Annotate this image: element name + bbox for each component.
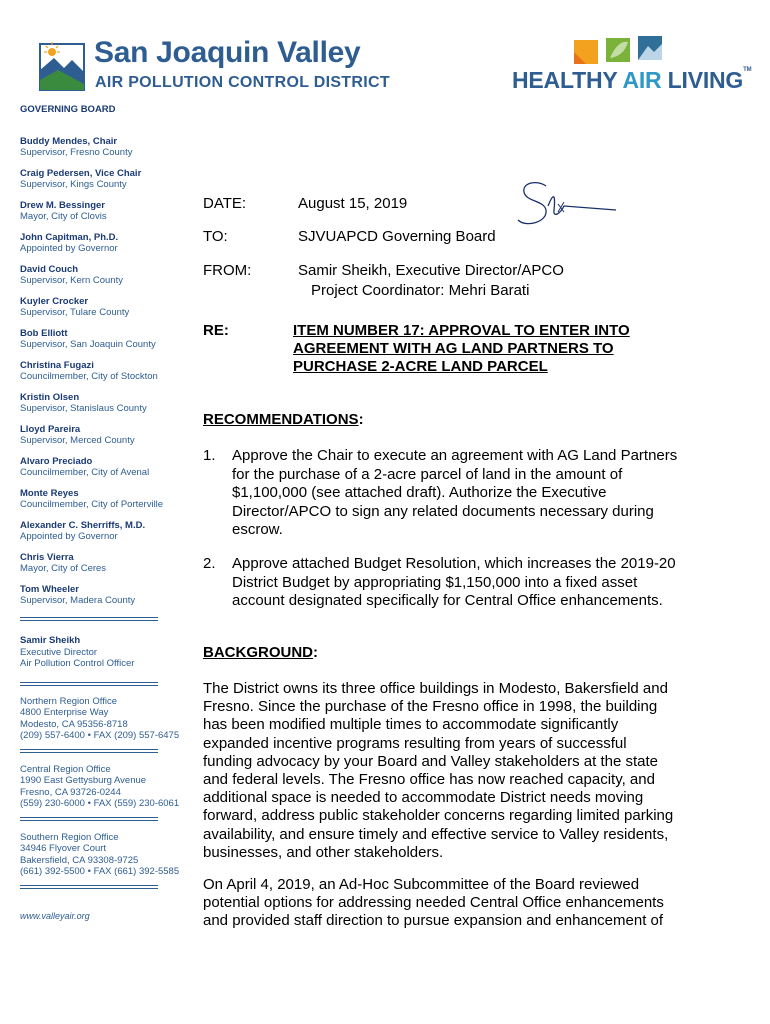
recommendation-item: 1. Approve the Chair to execute an agreement with AG Land Partners for the purchase of a 2-acre parcel of land in the amount of $1,100,000 (see attached draft). Authorize the Executive Director/APCO to sign any related documents necessary during escrow. xyxy=(203,447,678,538)
sidebar xyxy=(20,104,195,921)
to-label: TO: xyxy=(203,228,228,245)
campaign-name: HEALTHY AIR LIVING™ xyxy=(512,67,752,93)
board-member: Monte Reyes Councilmember, City of Porterville xyxy=(20,488,164,510)
re-subject: ITEM NUMBER 17: APPROVAL TO ENTER INTO AGREEMENT WITH AG LAND PARTNERS TO PURCHASE 2-ACRE LAND PARCEL xyxy=(293,322,630,375)
divider xyxy=(20,885,158,889)
board-member: Alexander C. Sherriffs, M.D. Appointed by Governor xyxy=(20,520,146,542)
background-paragraph: The District owns its three office buildings in Modesto, Bakersfield and Fresno. Since the purchase of the Fresno office in 1998, the building has been modified multiple times to accommodate significantly expanded incentive programs resulting from years of successful funding advocacy by your Board and Valley stakeholders at the state and federal levels. The Fresno office has now reached capacity, and additional space is needed to accommodate District needs moving forward, address public stakeholder concerns regarding limited parking availability, and ensure timely and effective service to Valley residents, businesses, and other stakeholders. xyxy=(203,680,674,861)
board-member: Kristin Olsen Supervisor, Stanislaus County xyxy=(20,392,147,414)
board-member: Tom Wheeler Supervisor, Madera County xyxy=(20,584,136,606)
board-member: Alvaro Preciado Councilmember, City of Avenal xyxy=(20,456,150,478)
board-member: Kuyler Crocker Supervisor, Tulare County xyxy=(20,296,130,318)
southern-office: Southern Region Office 34946 Flyover Court Bakersfield, CA 93308-9725 (661) 392-5500 • FAX (661) 392-5585 xyxy=(20,831,180,877)
website-link[interactable]: www.valleyair.org xyxy=(20,910,90,921)
divider xyxy=(20,817,158,821)
campaign-icons xyxy=(574,36,666,66)
mountain-icon xyxy=(638,36,662,60)
background-heading: BACKGROUND: xyxy=(203,644,318,661)
to-value: SJVUAPCD Governing Board xyxy=(298,228,496,245)
central-office: Central Region Office 1990 East Gettysburg Avenue Fresno, CA 93726-0244 (559) 230-6000 • FAX (559) 230-6061 xyxy=(20,763,180,809)
board-member: John Capitman, Ph.D. Appointed by Governor xyxy=(20,232,119,254)
divider xyxy=(20,682,158,686)
background-paragraph: On April 4, 2019, an Ad-Hoc Subcommittee of the Board reviewed potential options for addressing needed Central Office enhancements and provided staff direction to pursue expansion and enhancement of xyxy=(203,876,664,930)
district-name: San Joaquin Valley xyxy=(94,36,361,69)
divider xyxy=(20,617,158,621)
board-member: Chris Vierra Mayor, City of Ceres xyxy=(20,552,107,574)
northern-office: Northern Region Office 4800 Enterprise Way Modesto, CA 95356-8718 (209) 557-6400 • FAX (209) 557-6475 xyxy=(20,695,180,741)
from-value-coordinator: Project Coordinator: Mehri Barati xyxy=(311,282,530,299)
board-member: Christina Fugazi Councilmember, City of Stockton xyxy=(20,360,158,382)
date-value: August 15, 2019 xyxy=(298,195,408,212)
board-member: Lloyd Pareira Supervisor, Merced County xyxy=(20,424,135,446)
sun-icon xyxy=(574,40,598,64)
from-label: FROM: xyxy=(203,262,252,279)
recommendations-heading: RECOMMENDATIONS: xyxy=(203,411,364,428)
mountain-sun-icon xyxy=(38,40,86,92)
from-value: Samir Sheikh, Executive Director/APCO xyxy=(298,262,564,279)
divider xyxy=(20,749,158,753)
district-logo xyxy=(38,36,390,98)
board-member: Bob Elliott Supervisor, San Joaquin County xyxy=(20,328,156,350)
board-member: Drew M. Bessinger Mayor, City of Clovis xyxy=(20,200,107,222)
re-label: RE: xyxy=(203,322,229,339)
date-label: DATE: xyxy=(203,195,247,212)
signature xyxy=(508,176,618,238)
leaf-icon xyxy=(606,38,630,62)
governing-board-heading: GOVERNING BOARD xyxy=(20,104,116,115)
healthy-air-living-logo xyxy=(512,36,752,96)
board-member-list xyxy=(20,136,195,607)
board-member: Craig Pedersen, Vice Chair Supervisor, Kings County xyxy=(20,168,142,190)
district-subtitle: AIR POLLUTION CONTROL DISTRICT xyxy=(95,74,390,91)
recommendation-item: 2. Approve attached Budget Resolution, which increases the 2019-20 District Budget by appropriating $1,150,000 into a fixed asset account designated specifically for Central Office enhancements. xyxy=(203,555,676,609)
executive-officer: Samir Sheikh Executive Director Air Pollution Control Officer xyxy=(20,635,135,669)
board-member: Buddy Mendes, Chair Supervisor, Fresno County xyxy=(20,136,133,158)
board-member: David Couch Supervisor, Kern County xyxy=(20,264,123,286)
